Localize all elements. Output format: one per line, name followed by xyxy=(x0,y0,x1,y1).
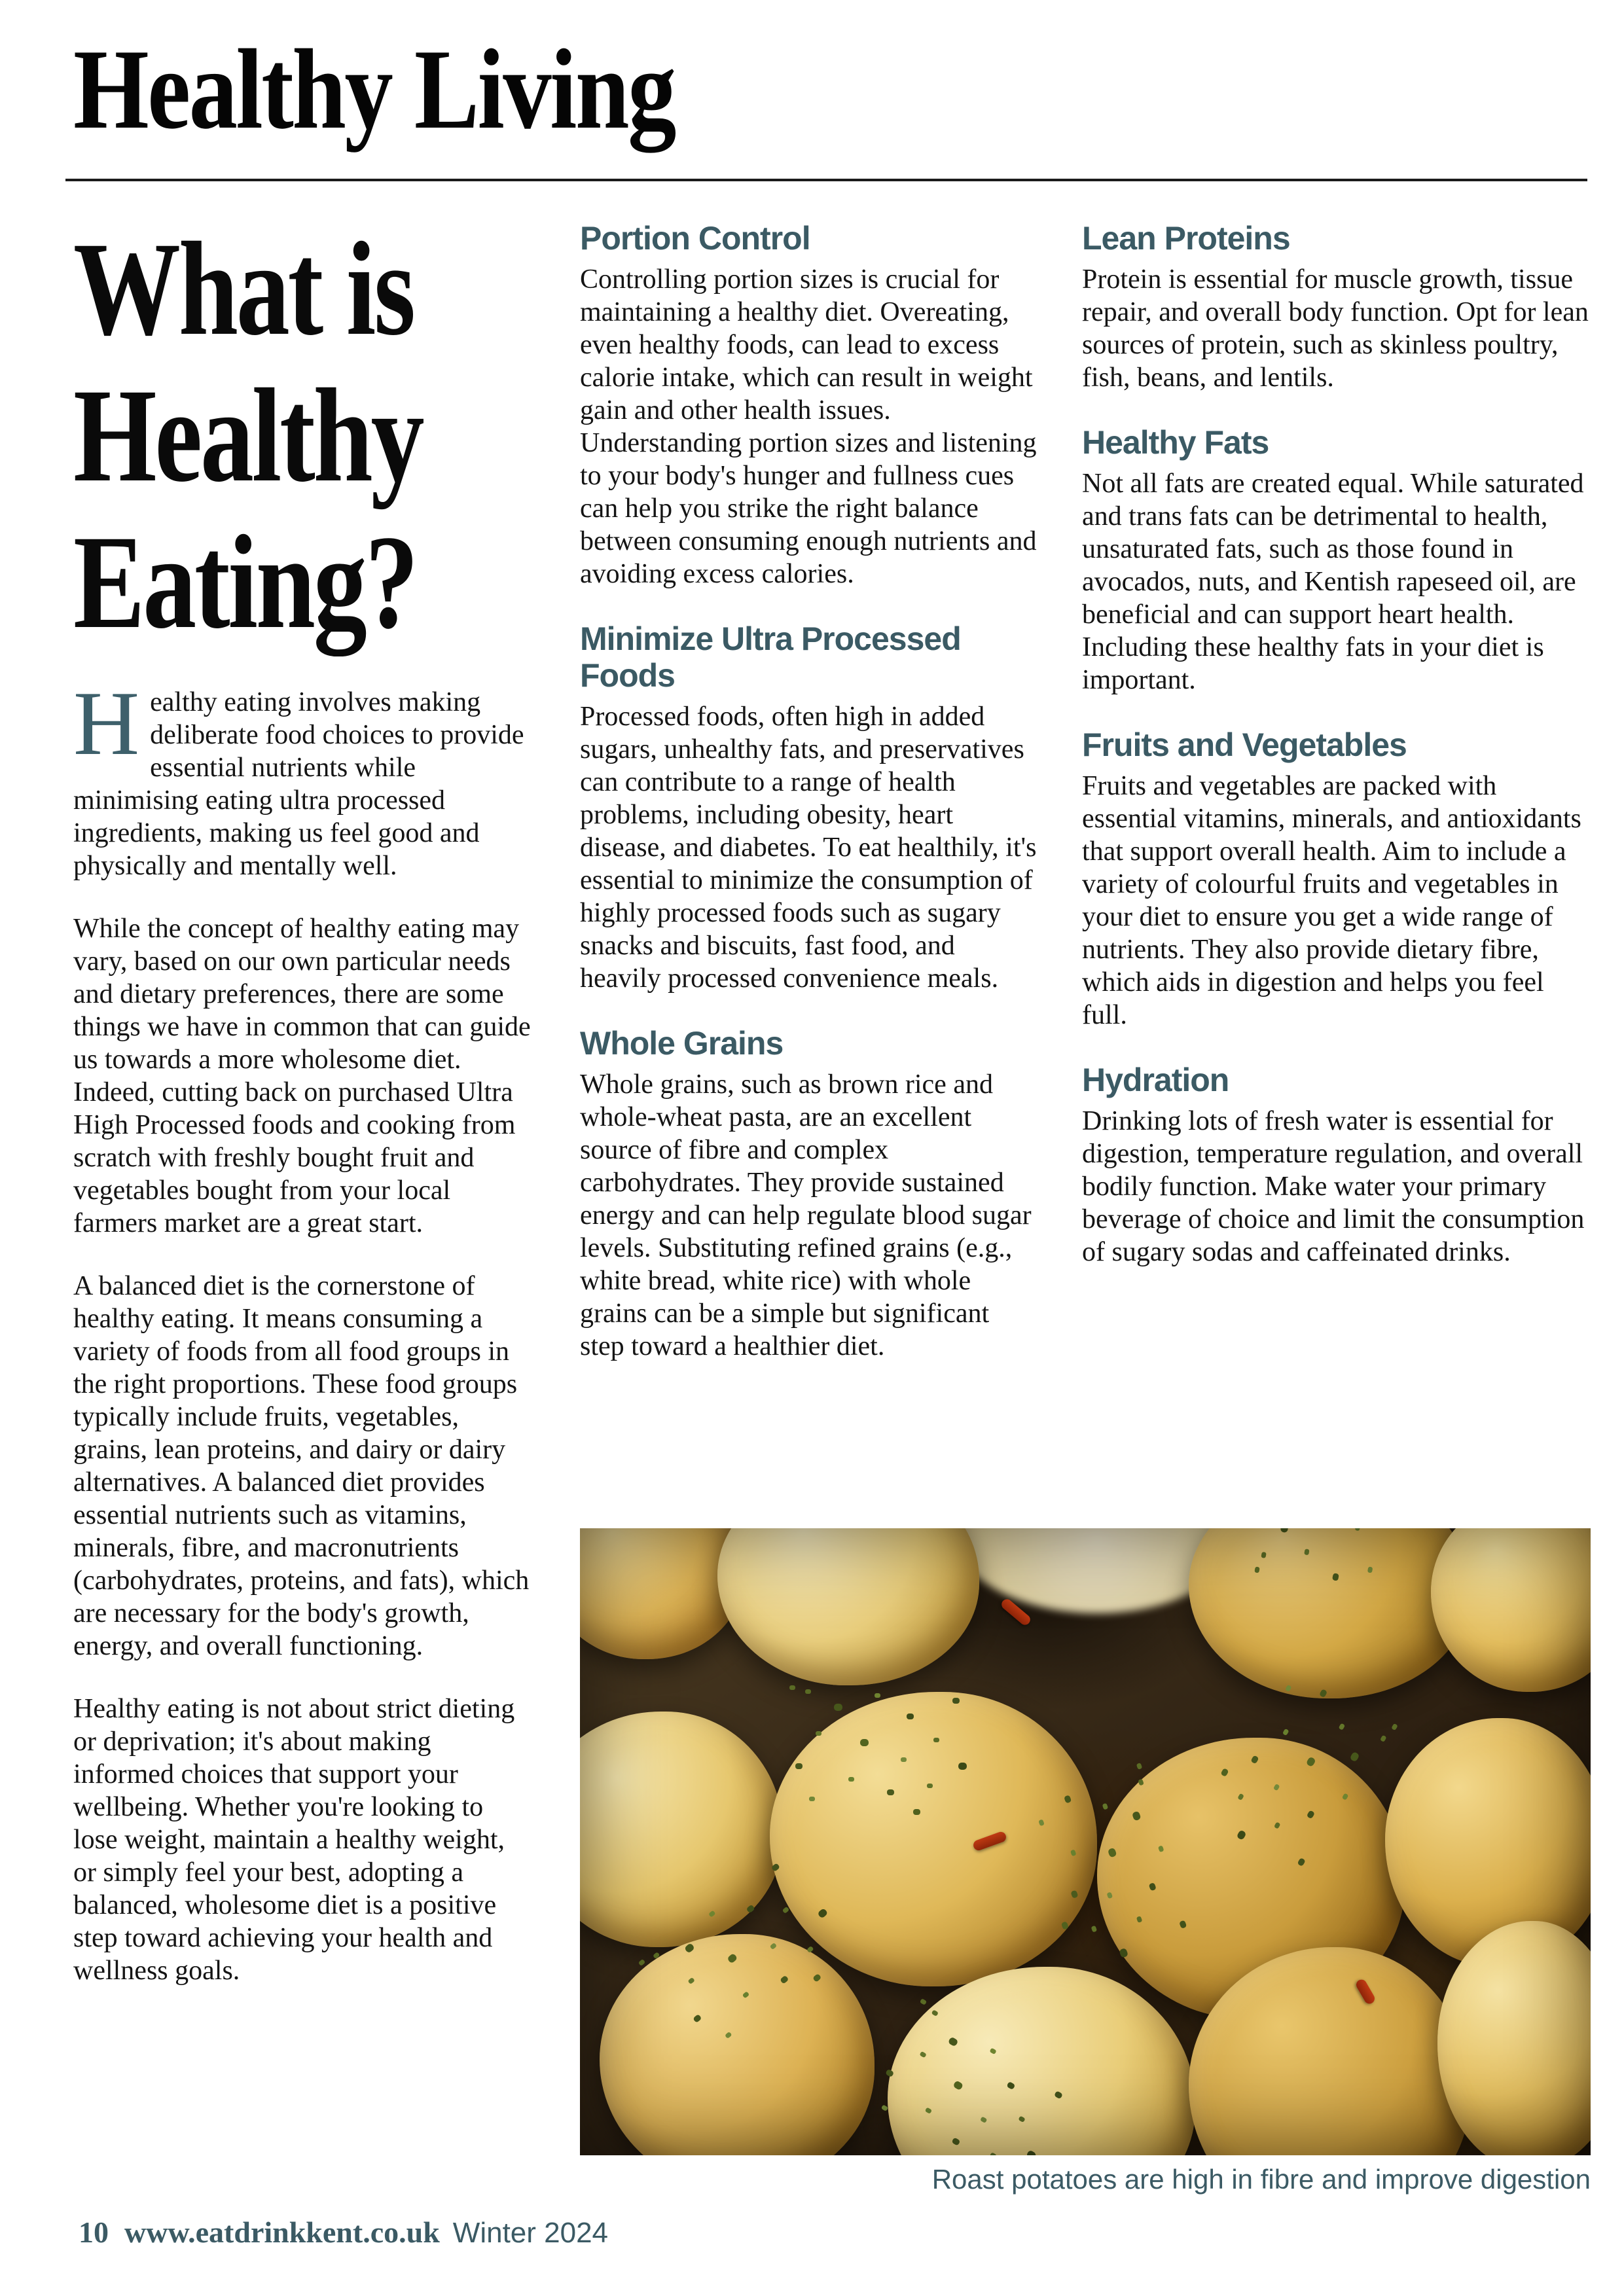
herb-flecks xyxy=(1254,1566,1259,1573)
potato xyxy=(888,1967,1195,2155)
section-body: Drinking lots of fresh water is essential for digestion, temperature regulation, and overall bodily function. Make water your primary beverage of choice and limit the consumption of sugary sodas and caffeinated drinks. xyxy=(1082,1106,1585,1267)
section-heading-fruits-and-vegetables: Fruits and Vegetables xyxy=(1082,726,1407,763)
potato xyxy=(1431,1528,1591,1692)
potato xyxy=(1097,1738,1405,2019)
section-body: Not all fats are created equal. While saturated and trans fats can be detrimental to health, unsaturated fats, such as those found in avocados, nuts, and Kentish rapeseed oil, are beneficial and can support heart health. Including these healthy fats in your diet is important. xyxy=(1082,469,1584,695)
section-heading-portion-control: Portion Control xyxy=(580,220,810,257)
article-paragraph-text: ealthy eating involves making deliberate food choices to provide essential nutrients while minimising eating ultra processed ingredients, making us feel good and physically and mentally well. xyxy=(73,687,524,881)
chilli-piece xyxy=(1000,1597,1032,1627)
potato xyxy=(1437,1921,1591,2155)
potato xyxy=(580,1712,783,1947)
article-paragraph: While the concept of healthy eating may vary, based on our own particular needs and dietary preferences, there are some things we have in common that can guide us towards a more wholesome diet. Indeed, cutting back on purchased Ultra High Processed foods and cooking from scratch with freshly bought fruit and vegetables bought from your local farmers market are a great start. xyxy=(73,914,531,1238)
potato xyxy=(1189,1947,1470,2155)
page-number: 10 xyxy=(79,2215,109,2249)
section-heading-minimize-ultra-processed-foods: Minimize Ultra Processed Foods xyxy=(580,620,961,694)
issue-label: Winter 2024 xyxy=(452,2217,609,2249)
potato xyxy=(717,1528,979,1685)
section-masthead: Healthy Living xyxy=(73,26,675,152)
herb-flecks xyxy=(1391,1723,1398,1731)
section-body: Controlling portion sizes is crucial for maintaining a healthy diet. Overeating, even healthy foods, can lead to excess calorie intake, which can result in weight gain and other health issues. Understanding portion sizes and listening to your body's hunger and fullness cues can help you strike the right balance between consuming enough nutrients and avoiding excess calories. xyxy=(580,264,1037,589)
article-paragraph xyxy=(73,673,532,882)
herb-flecks xyxy=(920,1998,927,2005)
section-heading-lean-proteins: Lean Proteins xyxy=(1082,220,1290,257)
dropcap: H xyxy=(73,673,140,774)
middle-column xyxy=(580,220,1038,1393)
photo-highlight xyxy=(947,1528,1248,1613)
potato xyxy=(1385,1718,1591,1967)
section-heading-hydration: Hydration xyxy=(1082,1062,1229,1098)
article-title-line: Healthy xyxy=(73,361,423,510)
chilli-piece xyxy=(1354,1978,1377,2006)
article-title-line: Eating? xyxy=(73,508,417,656)
masthead-rule xyxy=(65,179,1587,181)
potato xyxy=(600,1934,875,2155)
photo-caption: Roast potatoes are high in fibre and improve digestion xyxy=(931,2164,1591,2195)
right-column xyxy=(1082,220,1593,1299)
section-body: Fruits and vegetables are packed with essential vitamins, minerals, and antioxidants that support overall health. Aim to include a variety of colourful fruits and vegetables in your diet to ensure you get a wide range of nutrients. They also provide dietary fibre, which aids in digestion and helps you feel full. xyxy=(1082,771,1581,1030)
potato xyxy=(580,1528,744,1659)
article-column xyxy=(73,216,532,2017)
article-title xyxy=(73,216,440,656)
potato xyxy=(770,1692,1097,1986)
section-heading-whole-grains: Whole Grains xyxy=(580,1025,784,1062)
page-footer xyxy=(79,2217,608,2248)
potato xyxy=(1189,1528,1470,1698)
section-body: Protein is essential for muscle growth, tissue repair, and overall body function. Opt for lean sources of protein, such as skinless poultry, fish, beans, and lentils. xyxy=(1082,264,1589,393)
article-title-line: What is xyxy=(73,215,414,363)
article-paragraph: A balanced diet is the cornerstone of healthy eating. It means consuming a variety of foods from all food groups in the right proportions. These food groups typically include fruits, vegetables, grains, lean proteins, and dairy or dairy alternatives. A balanced diet provides essential nutrients such as vitamins, minerals, fibre, and macronutrients (carbohydrates, proteins, and fats), which are necessary for the body's growth, energy, and overall functioning. xyxy=(73,1271,530,1661)
herb-flecks xyxy=(638,1959,645,1966)
section-body: Processed foods, often high in added sugars, unhealthy fats, and preservatives can contribute to a range of health problems, including obesity, heart disease, and diabetes. To eat healthily, it's essential to minimize the consumption of highly processed foods such as sugary snacks and biscuits, fast food, and heavily processed convenience meals. xyxy=(580,702,1037,994)
website-url: www.eatdrinkkent.co.uk xyxy=(124,2215,440,2249)
section-body: Whole grains, such as brown rice and whole-wheat pasta, are an excellent source of fibre and complex carbohydrates. They provide sustained energy and can help regulate blood sugar levels. Substituting refined grains (e.g., white bread, white rice) with whole grains can be a simple but significant step toward a healthier diet. xyxy=(580,1069,1032,1361)
herb-flecks xyxy=(1136,1763,1143,1770)
section-heading-healthy-fats: Healthy Fats xyxy=(1082,424,1269,461)
roast-potatoes-photo xyxy=(580,1528,1591,2155)
herb-flecks xyxy=(789,1685,795,1690)
chilli-piece xyxy=(972,1831,1007,1852)
article-paragraph: Healthy eating is not about strict dieting or deprivation; it's about making informed choices that support your wellbeing. Whether you're looking to lose weight, maintain a healthy weight, or simply feel your best, adopting a balanced, wholesome diet is a positive step toward achieving your health and wellness goals. xyxy=(73,1694,515,1986)
